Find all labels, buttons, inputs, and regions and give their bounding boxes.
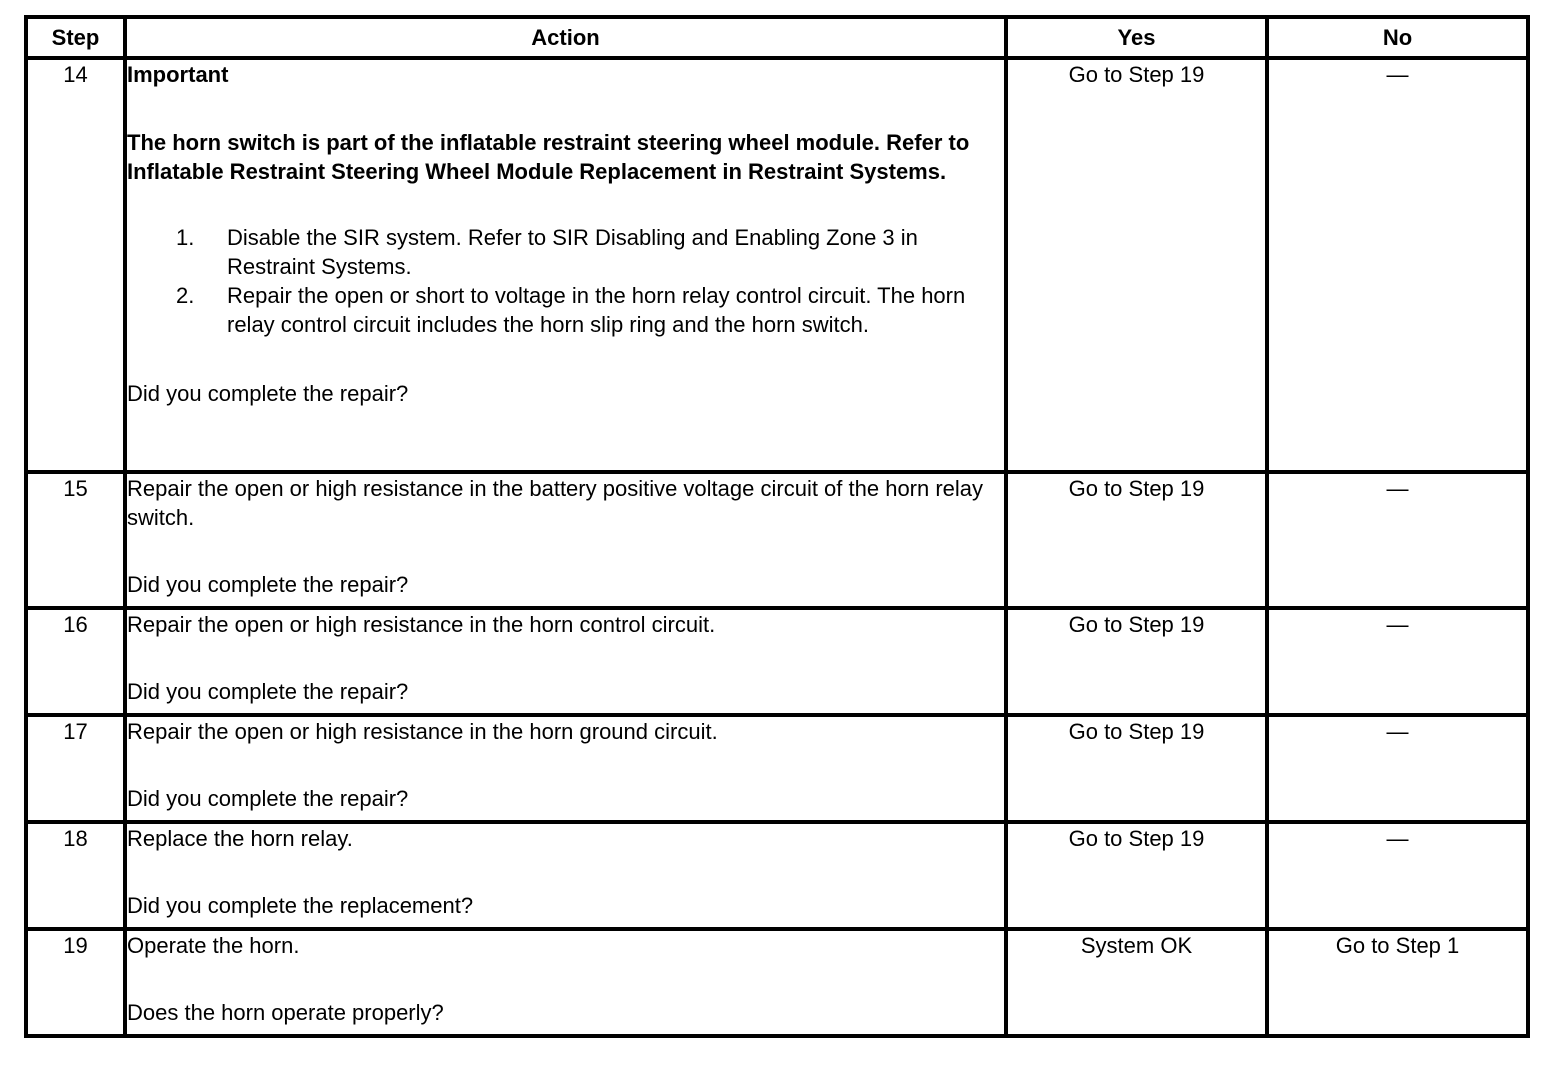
yes-result: System OK [1006,929,1267,1036]
yes-result: Go to Step 19 [1006,822,1267,929]
action-cell [125,58,1006,472]
substep-list [127,223,1004,339]
instruction-text: Replace the horn relay. [127,826,353,851]
table-row [26,929,1528,1036]
step-number: 15 [26,472,125,608]
header-step: Step [26,17,125,58]
question-text: Does the horn operate properly? [127,1000,444,1025]
substep-item [127,223,1004,281]
header-action: Action [125,17,1006,58]
no-result: — [1267,608,1528,715]
substep-text: Repair the open or short to voltage in the horn relay control circuit. The horn relay control circuit includes the horn slip ring and the horn switch. [227,283,966,337]
instruction-text: Repair the open or high resistance in the horn ground circuit. [127,719,718,744]
yes-result: Go to Step 19 [1006,58,1267,472]
question-text: Did you complete the repair? [127,786,409,811]
yes-result: Go to Step 19 [1006,715,1267,822]
question-text: Did you complete the repair? [127,572,409,597]
action-cell [125,715,1006,822]
yes-result: Go to Step 19 [1006,472,1267,608]
table-row [26,822,1528,929]
no-result: — [1267,822,1528,929]
no-result: — [1267,58,1528,472]
step-number: 17 [26,715,125,822]
diagnostic-table [24,15,1530,1038]
question-text: Did you complete the repair? [127,679,409,704]
table-row [26,58,1528,472]
no-result: — [1267,472,1528,608]
important-text: The horn switch is part of the inflatable restraint steering wheel module. Refer to Inflatable Restraint Steering Wheel Module Replacement in Restraint Systems. [127,130,970,184]
question-text: Did you complete the replacement? [127,893,474,918]
table-row [26,608,1528,715]
no-result: — [1267,715,1528,822]
no-result: Go to Step 1 [1267,929,1528,1036]
table-row [26,715,1528,822]
substep-item [127,281,1004,339]
header-yes: Yes [1006,17,1267,58]
table-row [26,472,1528,608]
header-row [26,17,1528,58]
question-text: Did you complete the repair? [127,381,409,406]
step-number: 16 [26,608,125,715]
yes-result: Go to Step 19 [1006,608,1267,715]
action-cell [125,929,1006,1036]
substep-number: 2. [176,283,195,308]
instruction-text: Repair the open or high resistance in the battery positive voltage circuit of the horn relay switch. [127,476,984,530]
substep-text: Disable the SIR system. Refer to SIR Disabling and Enabling Zone 3 in Restraint Systems. [227,225,918,279]
instruction-text: Operate the horn. [127,933,300,958]
action-cell [125,472,1006,608]
step-number: 18 [26,822,125,929]
instruction-text: Repair the open or high resistance in the horn control circuit. [127,612,716,637]
substep-number: 1. [176,225,195,250]
step-number: 14 [26,58,125,472]
action-cell [125,822,1006,929]
step-number: 19 [26,929,125,1036]
header-no: No [1267,17,1528,58]
action-cell [125,608,1006,715]
important-label: Important [127,62,229,87]
